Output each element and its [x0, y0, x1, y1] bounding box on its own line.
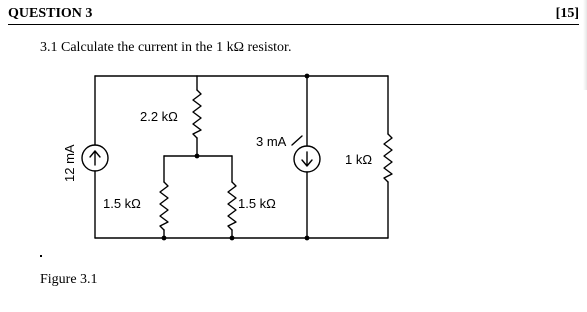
arrow-down-icon — [302, 152, 312, 166]
label-leader-3ma — [292, 136, 302, 145]
junction-dot — [230, 236, 235, 241]
label-1-5k-right: 1.5 kΩ — [238, 196, 276, 211]
question-marks: [15] — [555, 6, 579, 21]
junction-dot — [305, 74, 310, 79]
question-text: 3.1 Calculate the current in the 1 kΩ resistor. — [40, 40, 292, 55]
question-title: QUESTION 3 — [8, 6, 93, 21]
label-2-2k: 2.2 kΩ — [140, 109, 178, 124]
junction-dot — [162, 236, 167, 241]
resistor-1-5k-left — [160, 182, 168, 230]
resistor-1-5k-right — [228, 182, 236, 230]
label-3ma: 3 mA — [256, 134, 287, 149]
figure-caption: Figure 3.1 — [40, 272, 98, 287]
label-1-5k-left: 1.5 kΩ — [103, 196, 141, 211]
resistor-1k — [384, 134, 392, 182]
stray-dot — [40, 255, 42, 257]
label-12ma: 12 mA — [62, 144, 77, 182]
junction-dot — [195, 154, 200, 159]
arrow-up-icon — [90, 151, 100, 165]
edge-shadow — [583, 0, 587, 90]
resistor-2-2k — [193, 90, 201, 138]
junction-dot — [305, 236, 310, 241]
label-1k: 1 kΩ — [345, 152, 373, 167]
